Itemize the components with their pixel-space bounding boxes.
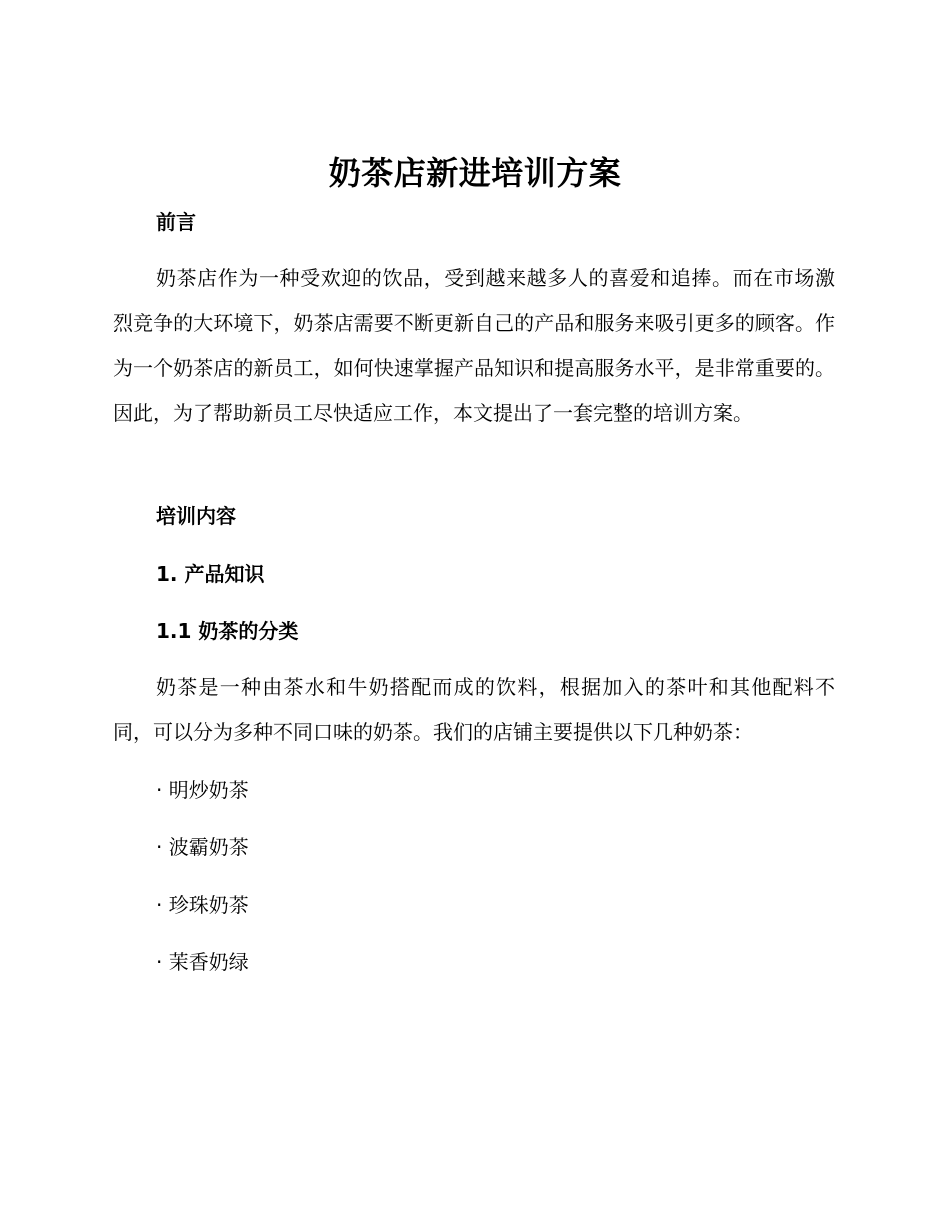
list-item: · 珍珠奶茶 — [156, 893, 249, 917]
section-1-1-paragraph: 奶茶是一种由茶水和牛奶搭配而成的饮料，根据加入的茶叶和其他配料不同，可以分为多种不同口味的奶茶。我们的店铺主要提供以下几种奶茶： — [113, 675, 835, 744]
preface-heading: 前言 — [156, 210, 196, 234]
document-title: 奶茶店新进培训方案 — [328, 154, 622, 192]
list-item: · 明炒奶茶 — [156, 778, 249, 802]
preface-paragraph: 奶茶店作为一种受欢迎的饮品，受到越来越多人的喜爱和追捧。而在市场激烈竞争的大环境下，奶茶店需要不断更新自己的产品和服务来吸引更多的顾客。作为一个奶茶店的新员工，如何快速掌握产品知识和提高服务水平，是非常重要的。因此，为了帮助新员工尽快适应工作，本文提出了一套完整的培训方案。 — [113, 266, 835, 425]
training-content-heading: 培训内容 — [156, 504, 236, 528]
section-1-1-heading: 1.1 奶茶的分类 — [156, 619, 299, 643]
list-item: · 茉香奶绿 — [156, 950, 249, 974]
list-item: · 波霸奶茶 — [156, 835, 249, 859]
section-1-heading: 1. 产品知识 — [156, 562, 265, 586]
